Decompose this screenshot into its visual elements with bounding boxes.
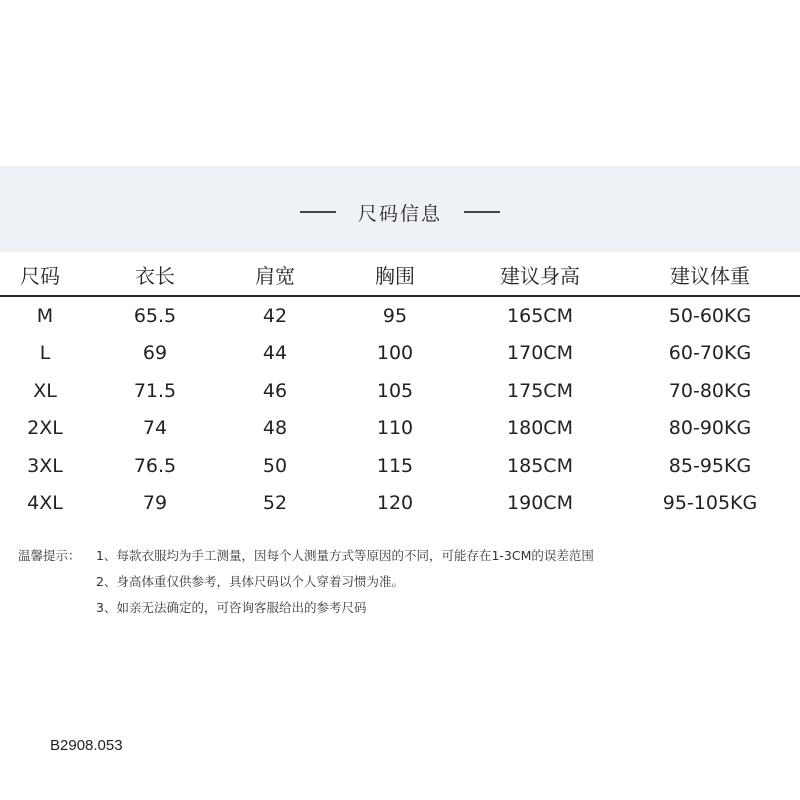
cell-shoulder: 50 bbox=[262, 454, 288, 477]
cell-chest: 105 bbox=[376, 379, 414, 402]
cell-chest: 115 bbox=[376, 454, 414, 477]
cell-shoulder: 46 bbox=[262, 379, 288, 402]
cell-size: 4XL bbox=[27, 492, 63, 515]
note-item: 1、每款衣服均为手工测量，因每个人测量方式等原因的不同，可能存在1-3CM的误差范围 bbox=[96, 548, 594, 563]
cell-height: 165CM bbox=[507, 304, 573, 327]
cell-shoulder: 42 bbox=[262, 304, 288, 327]
table-header-row bbox=[0, 254, 800, 294]
cell-chest: 100 bbox=[376, 342, 414, 365]
header-weight: 建议体重 bbox=[670, 263, 750, 288]
cell-weight: 60-70KG bbox=[668, 342, 752, 365]
cell-length: 65.5 bbox=[133, 304, 177, 327]
product-code: B2908.053 bbox=[50, 737, 123, 754]
cell-weight: 50-60KG bbox=[668, 304, 752, 327]
table-row bbox=[0, 335, 800, 373]
size-notes bbox=[18, 543, 788, 621]
cell-chest: 120 bbox=[376, 492, 414, 515]
cell-size: 3XL bbox=[27, 454, 63, 477]
note-line bbox=[18, 569, 788, 595]
cell-length: 69 bbox=[142, 342, 168, 365]
cell-height: 170CM bbox=[507, 342, 573, 365]
table-row bbox=[0, 447, 800, 485]
cell-chest: 110 bbox=[376, 417, 414, 440]
header-chest: 胸围 bbox=[375, 263, 415, 288]
header-shoulder: 肩宽 bbox=[255, 263, 295, 288]
cell-size: L bbox=[39, 342, 51, 365]
section-title bbox=[0, 196, 800, 228]
notes-prefix: 温馨提示： bbox=[18, 548, 81, 563]
cell-shoulder: 44 bbox=[262, 342, 288, 365]
cell-length: 74 bbox=[142, 417, 168, 440]
cell-size: 2XL bbox=[27, 417, 63, 440]
header-height: 建议身高 bbox=[500, 263, 580, 288]
cell-size: M bbox=[36, 304, 54, 327]
cell-height: 180CM bbox=[507, 417, 573, 440]
table-row bbox=[0, 485, 800, 523]
title-right-dash bbox=[464, 211, 500, 213]
cell-shoulder: 52 bbox=[262, 492, 288, 515]
cell-height: 175CM bbox=[507, 379, 573, 402]
header-length: 衣长 bbox=[135, 263, 175, 288]
note-indent bbox=[18, 595, 96, 621]
table-row bbox=[0, 410, 800, 448]
cell-shoulder: 48 bbox=[262, 417, 288, 440]
note-line bbox=[18, 595, 788, 621]
note-item: 2、身高体重仅供参考，具体尺码以个人穿着习惯为准。 bbox=[96, 574, 404, 589]
cell-length: 79 bbox=[142, 492, 168, 515]
note-item: 3、如亲无法确定的，可咨询客服给出的参考尺码 bbox=[96, 600, 367, 615]
cell-weight: 80-90KG bbox=[668, 417, 752, 440]
note-line bbox=[18, 543, 788, 569]
note-indent bbox=[18, 569, 96, 595]
size-info-title: 尺码信息 bbox=[357, 202, 442, 225]
cell-size: XL bbox=[33, 379, 57, 402]
cell-length: 76.5 bbox=[133, 454, 177, 477]
cell-chest: 95 bbox=[382, 304, 408, 327]
cell-weight: 70-80KG bbox=[668, 379, 752, 402]
title-left-dash bbox=[300, 211, 336, 213]
cell-weight: 95-105KG bbox=[662, 492, 758, 515]
cell-height: 185CM bbox=[507, 454, 573, 477]
cell-weight: 85-95KG bbox=[668, 454, 752, 477]
header-size: 尺码 bbox=[20, 263, 60, 288]
size-chart-table bbox=[0, 254, 800, 522]
cell-height: 190CM bbox=[507, 492, 573, 515]
table-row bbox=[0, 297, 800, 335]
cell-length: 71.5 bbox=[133, 379, 177, 402]
table-row bbox=[0, 372, 800, 410]
